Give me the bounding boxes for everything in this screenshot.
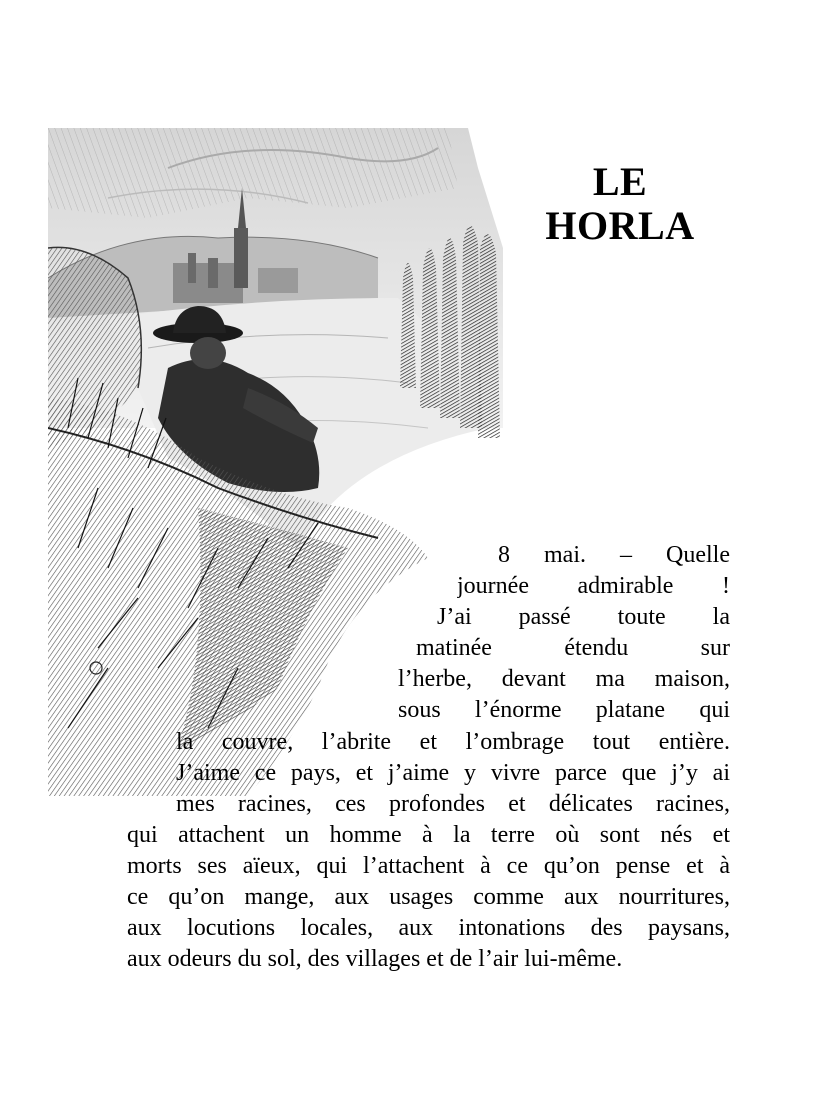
paragraph-line: aux locutions locales, aux intonations des paysans, <box>127 915 730 941</box>
paragraph-line: l’herbe, devant ma maison, <box>398 666 730 692</box>
title-line-1: LE <box>592 159 648 204</box>
paragraph-line: morts ses aïeux, qui l’attachent à ce qu’on pense et à <box>127 853 730 879</box>
paragraph-line: aux odeurs du sol, des villages et de l’air lui-même. <box>127 946 623 972</box>
paragraph-line: sous l’énorme platane qui <box>398 697 730 723</box>
paragraph-line: 8 mai. – Quelle <box>498 542 730 568</box>
paragraph-line: J’aime ce pays, et j’aime y vivre parce que j’y ai <box>176 760 730 786</box>
paragraph-line: J’ai passé toute la <box>437 604 730 630</box>
paragraph-line: journée admirable ! <box>457 573 730 599</box>
paragraph-line: matinée étendu sur <box>416 635 730 661</box>
paragraph-line: qui attachent un homme à la terre où sont nés et <box>127 822 730 848</box>
paragraph-line: ce qu’on mange, aux usages comme aux nourritures, <box>127 884 730 910</box>
page-title <box>500 160 740 248</box>
paragraph-line: la couvre, l’abrite et l’ombrage tout entière. <box>176 729 730 755</box>
title-line-2: HORLA <box>545 203 695 248</box>
paragraph-line: mes racines, ces profondes et délicates racines, <box>176 791 730 817</box>
